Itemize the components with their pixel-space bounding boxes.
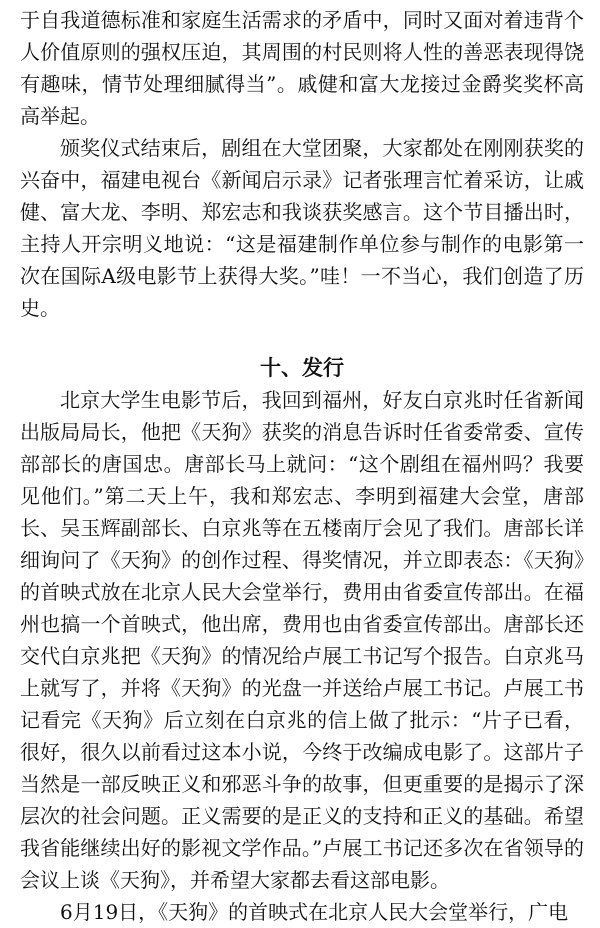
paragraph-ceremony-interview: 颁奖仪式结束后，剧组在大堂团聚，大家都处在刚刚获奖的兴奋中，福建电视台《新闻启示录》记者张理言忙着采访，让戚健、富大龙、李明、郑宏志和我谈获奖感言。这个节目播出时，主持人开宗明义地说：“这是福建制作单位参与制作的电影第一次在国际A级电影节上获得大奖。”哇！一不当心，我们创造了历史。 [20, 136, 584, 320]
paragraph-award-commentary: 于自我道德标准和家庭生活需求的矛盾中，同时又面对着违背个人价值原则的强权压迫，其周围的村民则将人性的善恶表现得饶有趣味，情节处理细腻得当”。戚健和富大龙接过金爵奖奖杯高高举起。 [20, 8, 584, 128]
section-title: 十、发行 [260, 355, 344, 380]
paragraph-distribution-meeting: 北京大学生电影节后，我回到福州，好友白京兆时任省新闻出版局局长，他把《天狗》获奖的消息告诉时任省委常委、宣传部部长的唐国忠。唐部长马上就问：“这个剧组在福州吗？我要见他们。”第二天上午，我和郑宏志、李明到福建大会堂，唐部长、吴玉辉副部长、白京兆等在五楼南厅会见了我们。唐部长详细询问了《天狗》的创作过程、得奖情况，并立即表态：《天狗》的首映式放在北京人民大会堂举行，费用由省委宣传部出。在福州也搞一个首映式，他出席，费用也由省委宣传部出。唐部长还交代白京兆把《天狗》的情况给卢展工书记写个报告。白京兆马上就写了，并将《天狗》的光盘一并送给卢展工书记。卢展工书记看完《天狗》后立刻在白京兆的信上做了批示：“片子已看，很好，很久以前看过这本小说，今终于改编成电影了。这部片子当然是一部反映正义和邪恶斗争的故事，但更重要的是揭示了深层次的社会问题。正义需要的是正义的支持和正义的基础。希望我省能继续出好的影视文学作品。”卢展工书记还多次在省领导的会议上谈《天狗》，并希望大家都去看这部电影。 [20, 388, 584, 892]
paragraph-premiere: 6月19日，《天狗》的首映式在北京人民大会堂举行，广电 [60, 900, 569, 924]
section-gap [20, 324, 584, 338]
